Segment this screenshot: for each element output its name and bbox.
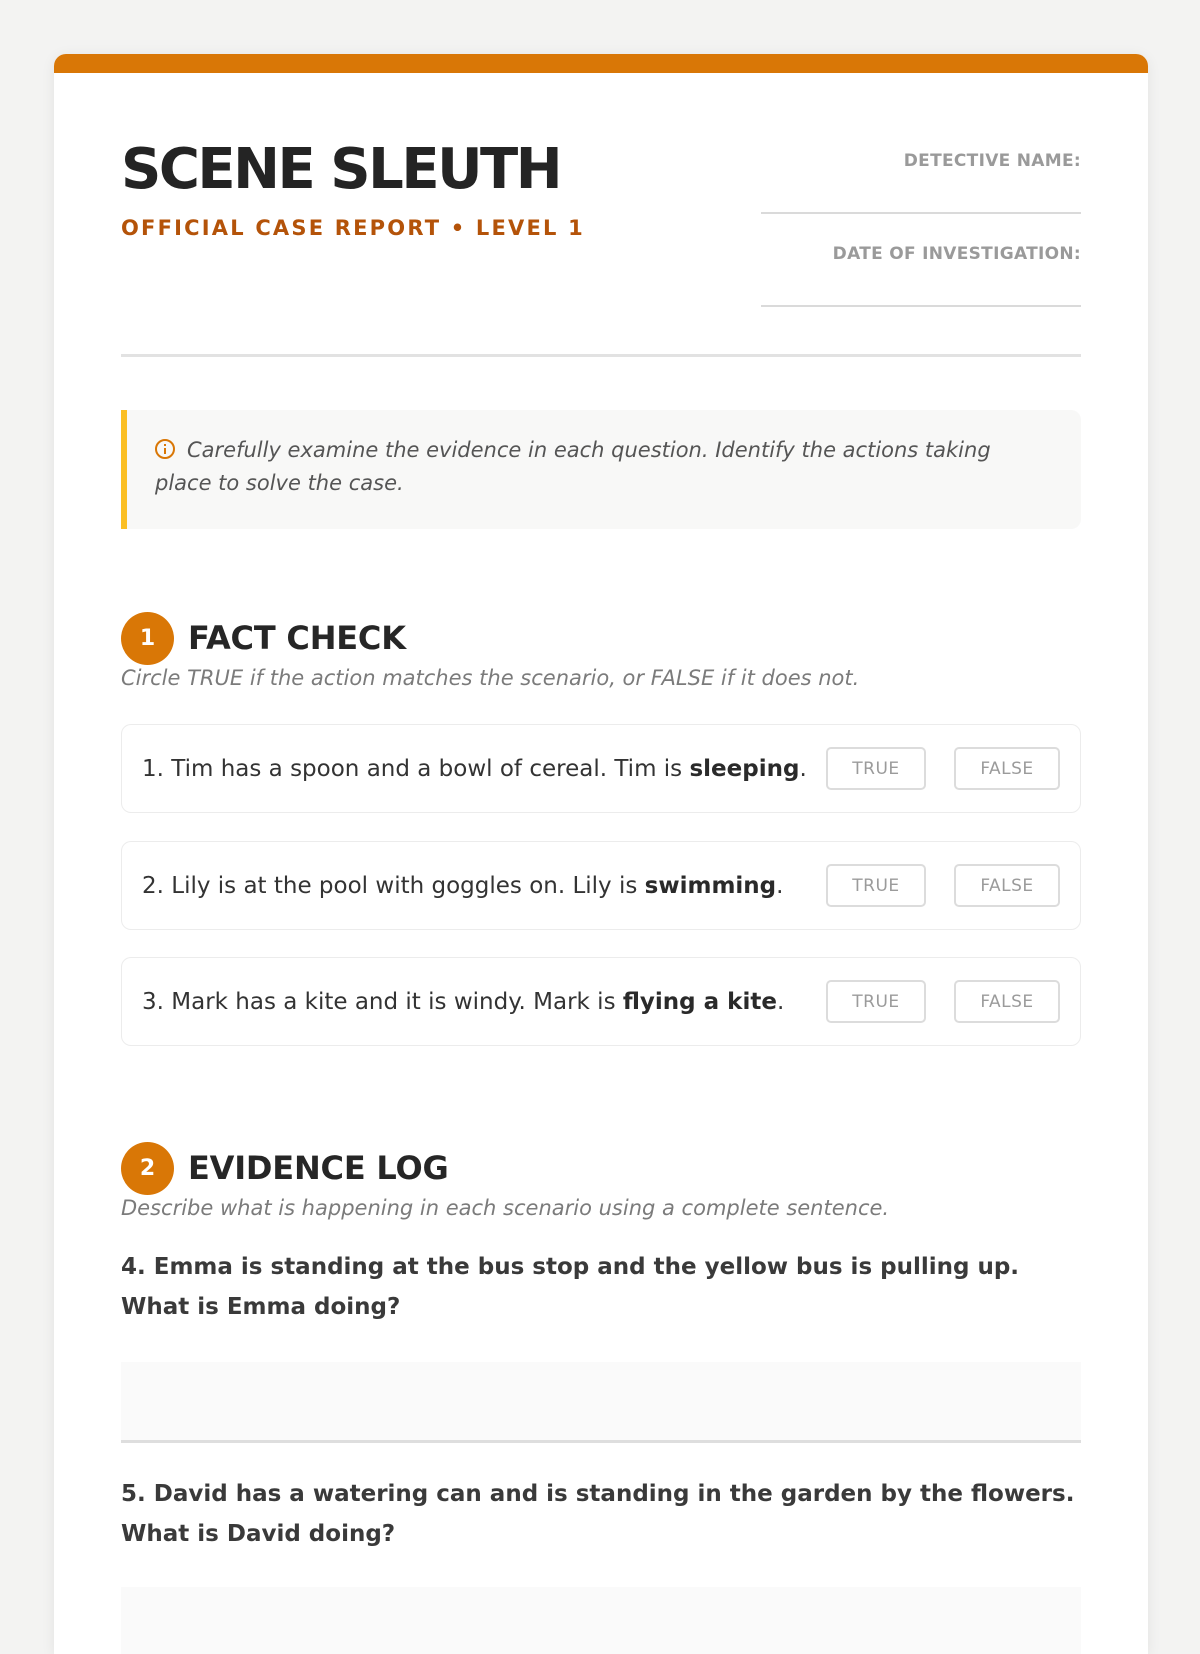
detective-name-label: DETECTIVE NAME:	[903, 151, 1081, 171]
true-option[interactable]: TRUE	[826, 864, 926, 907]
section-number-badge: 2	[121, 1142, 174, 1195]
instructions-callout	[121, 410, 1081, 529]
header-divider	[121, 354, 1081, 357]
false-option[interactable]: FALSE	[954, 864, 1060, 907]
page-title: SCENE SLEUTH	[121, 137, 561, 202]
page-subtitle: OFFICIAL CASE REPORT • LEVEL 1	[121, 216, 585, 240]
section-header-fact-check	[121, 612, 406, 664]
info-icon	[155, 439, 175, 459]
question-text: 3. Mark has a kite and it is windy. Mark is flying a kite.	[142, 988, 785, 1015]
section-instructions: Describe what is happening in each scenario using a complete sentence.	[121, 1196, 890, 1220]
true-option[interactable]: TRUE	[826, 980, 926, 1023]
investigation-date-field[interactable]	[761, 244, 1081, 264]
evidence-question: 5. David has a watering can and is standing in the garden by the flowers. What is David doing?	[121, 1481, 1075, 1547]
section-title: FACT CHECK	[188, 619, 406, 657]
question-card	[121, 841, 1081, 930]
question-card	[121, 724, 1081, 813]
false-option[interactable]: FALSE	[954, 747, 1060, 790]
answer-field[interactable]	[121, 1362, 1081, 1443]
section-instructions: Circle TRUE if the action matches the scenario, or FALSE if it does not.	[121, 666, 860, 690]
false-option[interactable]: FALSE	[954, 980, 1060, 1023]
investigation-date-label: DATE OF INVESTIGATION:	[832, 244, 1081, 264]
question-text: 2. Lily is at the pool with goggles on. Lily is swimming.	[142, 872, 784, 899]
evidence-question: 4. Emma is standing at the bus stop and the yellow bus is pulling up. What is Emma doing?	[121, 1254, 1020, 1320]
section-header-evidence-log	[121, 1142, 449, 1194]
investigation-date-line[interactable]	[761, 305, 1081, 307]
callout-text: Carefully examine the evidence in each question. Identify the actions taking place to solve the case.	[155, 438, 991, 495]
answer-field[interactable]	[121, 1587, 1081, 1654]
detective-name-field[interactable]	[761, 151, 1081, 171]
accent-top-bar	[54, 54, 1148, 73]
worksheet-sheet	[54, 54, 1148, 1654]
section-number-badge: 1	[121, 612, 174, 665]
question-card	[121, 957, 1081, 1046]
detective-name-line[interactable]	[761, 212, 1081, 214]
question-text: 1. Tim has a spoon and a bowl of cereal. Tim is sleeping.	[142, 755, 807, 782]
true-option[interactable]: TRUE	[826, 747, 926, 790]
section-title: EVIDENCE LOG	[188, 1149, 449, 1187]
